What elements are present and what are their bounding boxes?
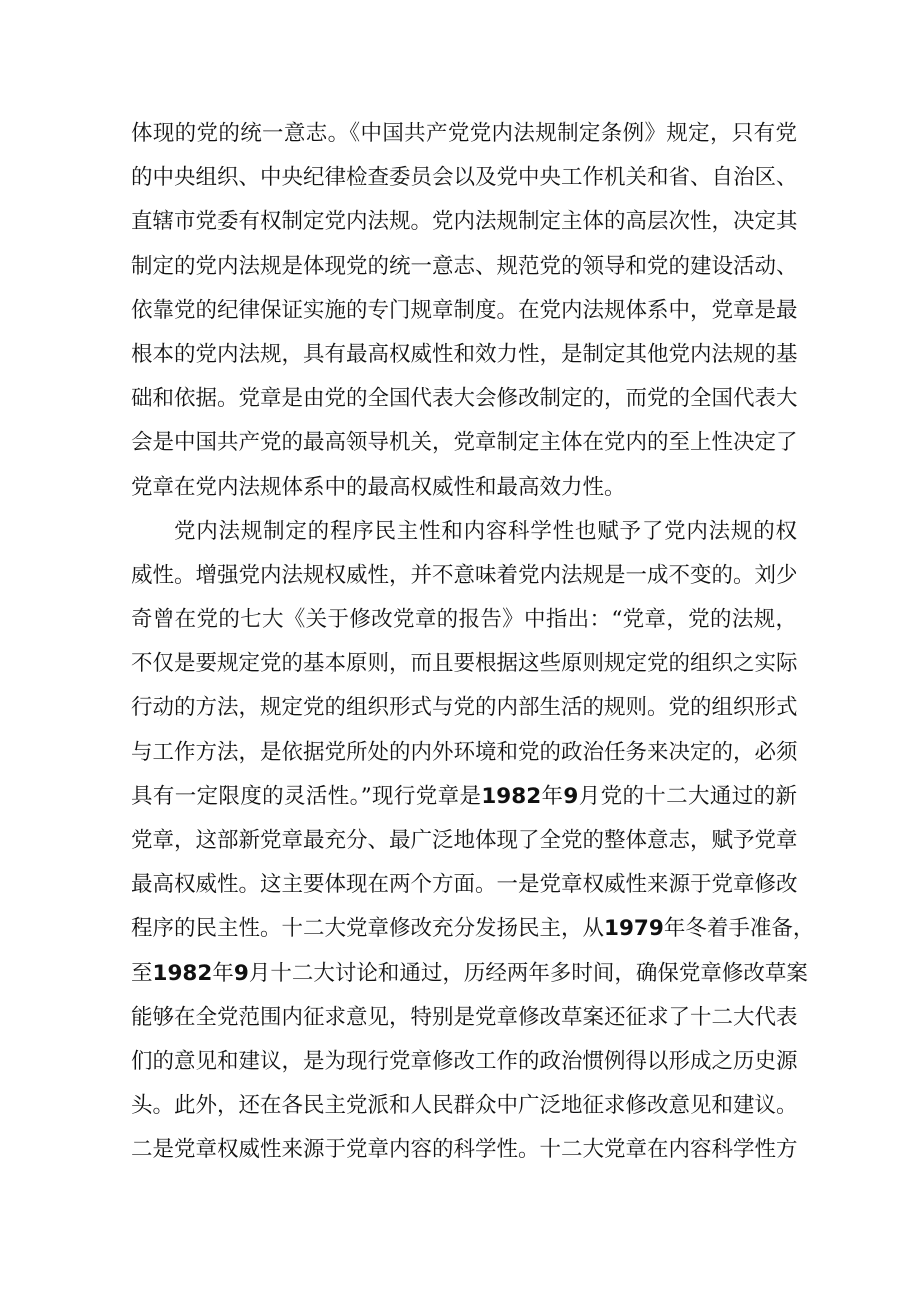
- text-line: 程序的民主性。十二大党章修改充分发扬民主，从1979年冬着手准备，: [131, 916, 815, 942]
- text-line: 头。此外，还在各民主党派和人民群众中广泛地征求修改意见和建议。: [131, 1093, 798, 1119]
- text-line: 根本的党内法规，具有最高权威性和效力性，是制定其他党内法规的基: [131, 341, 798, 367]
- year-number: 9: [233, 960, 249, 986]
- text-line: 础和依据。党章是由党的全国代表大会修改制定的，而党的全国代表大: [131, 386, 798, 412]
- text-line: 体现的党的统一意志。《中国共产党党内法规制定条例》规定，只有党: [131, 121, 797, 146]
- text-line: 行动的方法，规定党的组织形式与党的内部生活的规则。党的组织形式: [131, 695, 798, 721]
- year-number: 1982: [481, 783, 542, 809]
- text-line: 直辖市党委有权制定党内法规。党内法规制定主体的高层次性，决定其: [131, 209, 798, 235]
- text-line: 会是中国共产党的最高领导机关，党章制定主体在党内的至上性决定了: [131, 430, 798, 456]
- text-line: 党内法规制定的程序民主性和内容科学性也赋予了党内法规的权: [174, 518, 797, 544]
- text-line: 至1982年9月十二大讨论和通过，历经两年多时间，确保党章修改草案: [131, 960, 808, 986]
- text-line: 不仅是要规定党的基本原则，而且要根据这些原则规定党的组织之实际: [131, 651, 798, 677]
- text-line: 与工作方法，是依据党所处的内外环境和党的政治任务来决定的，必须: [131, 739, 798, 765]
- text-line: 制定的党内法规是体现党的统一意志、规范党的领导和党的建设活动、: [131, 253, 798, 279]
- year-number: 1979: [604, 916, 664, 942]
- text-line: 最高权威性。这主要体现在两个方面。一是党章权威性来源于党章修改: [131, 872, 798, 898]
- text-line: 依靠党的纪律保证实施的专门规章制度。在党内法规体系中，党章是最: [131, 297, 798, 323]
- text-line: 党章在党内法规体系中的最高权威性和最高效力性。: [131, 474, 626, 500]
- text-line: 能够在全党范围内征求意见，特别是党章修改草案还征求了十二大代表: [131, 1004, 798, 1030]
- text-line: 威性。增强党内法规权威性，并不意味着党内法规是一成不变的。刘少: [131, 562, 798, 588]
- paragraph-1: [131, 112, 797, 510]
- paragraph-2: [131, 510, 815, 1173]
- text-line: 们的意见和建议，是为现行党章修改工作的政治惯例得以形成之历史源: [131, 1048, 798, 1074]
- text-line: 二是党章权威性来源于党章内容的科学性。十二大党章在内容科学性方: [131, 1137, 798, 1163]
- year-number: 1982: [152, 960, 213, 986]
- text-line: 的中央组织、中央纪律检查委员会以及党中央工作机关和省、自治区、: [131, 165, 798, 191]
- text-line: 具有一定限度的灵活性。”现行党章是1982年9月党的十二大通过的新: [131, 783, 797, 809]
- body-text: [131, 112, 815, 1173]
- text-line: 党章，这部新党章最充分、最广泛地体现了全党的整体意志，赋予党章: [131, 828, 798, 853]
- text-line: 奇曾在党的七大《关于修改党章的报告》中指出：“党章，党的法规，: [131, 607, 797, 633]
- year-number: 9: [563, 783, 579, 809]
